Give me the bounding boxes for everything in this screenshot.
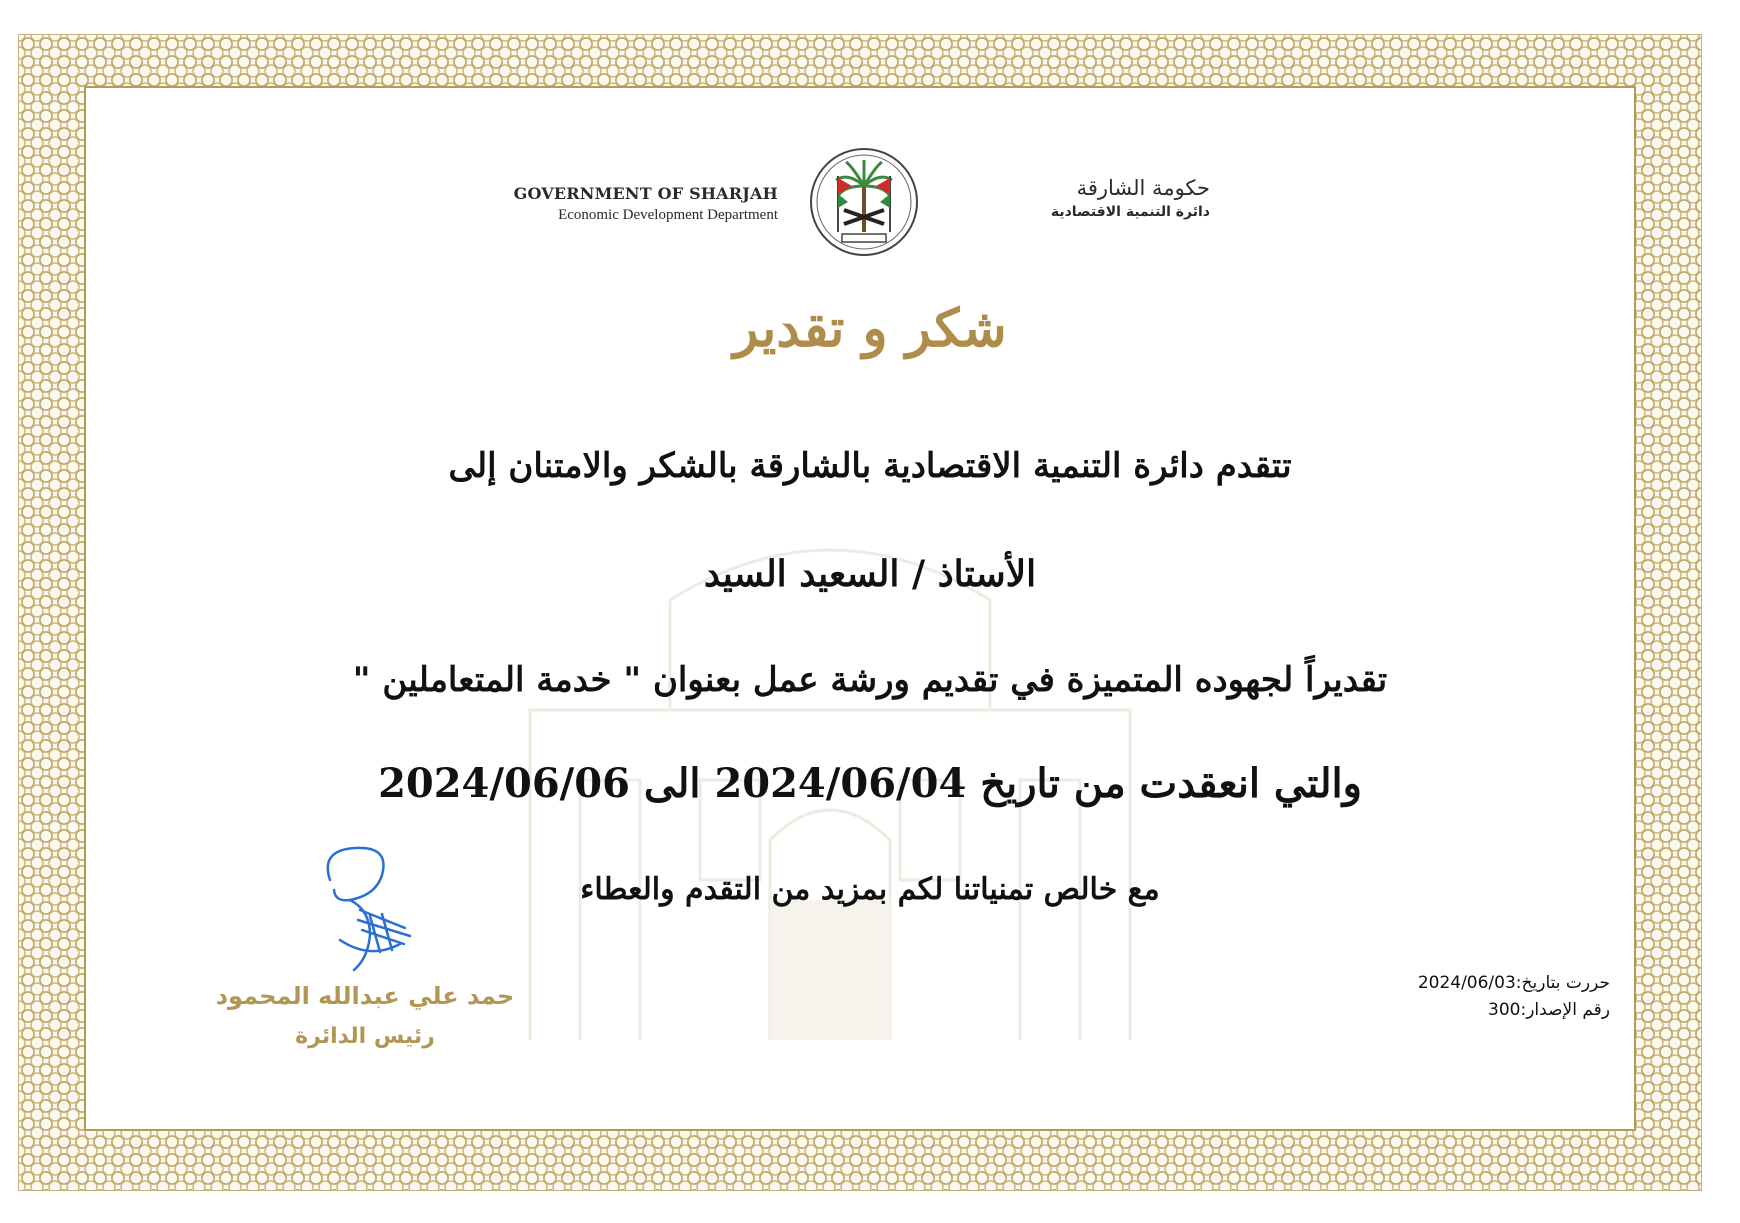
government-english-header: [514, 184, 778, 224]
issue-info: [1370, 970, 1610, 1024]
certificate-title: شكر و تقدير: [733, 298, 1007, 359]
closing-wishes-line: مع خالص تمنياتنا لكم بمزيد من التقدم والعطاء: [580, 872, 1160, 907]
department-english-name: Economic Development Department: [558, 207, 778, 223]
signatory-name: حمد علي عبدالله المحمود: [215, 982, 515, 1010]
government-arabic-title: حكومة الشارقة: [1076, 176, 1210, 200]
issue-number: رقم الإصدار:300: [1488, 1000, 1610, 1020]
government-arabic-header: [950, 176, 1210, 220]
signatory-role: رئيس الدائرة: [295, 1024, 435, 1049]
recipient-name: الأستاذ / السعيد السيد: [703, 553, 1037, 595]
appreciation-reason-line: تقديراً لجهوده المتميزة في تقديم ورشة عمل بعنوان " خدمة المتعاملين ": [352, 660, 1388, 700]
department-arabic-name: دائرة التنمية الاقتصادية: [1050, 204, 1210, 220]
workshop-dates-line: والتي انعقدت من تاريخ 2024/06/04 الى 2024/06/06: [378, 760, 1362, 807]
issue-date: حررت بتاريخ:2024/06/03: [1417, 973, 1610, 993]
signature-icon: [310, 840, 440, 980]
certificate-intro-line: تتقدم دائرة التنمية الاقتصادية بالشارقة بالشكر والامتنان إلى: [448, 446, 1292, 486]
sharjah-emblem-icon: [808, 146, 920, 258]
government-english-title: GOVERNMENT OF SHARJAH: [513, 184, 778, 203]
